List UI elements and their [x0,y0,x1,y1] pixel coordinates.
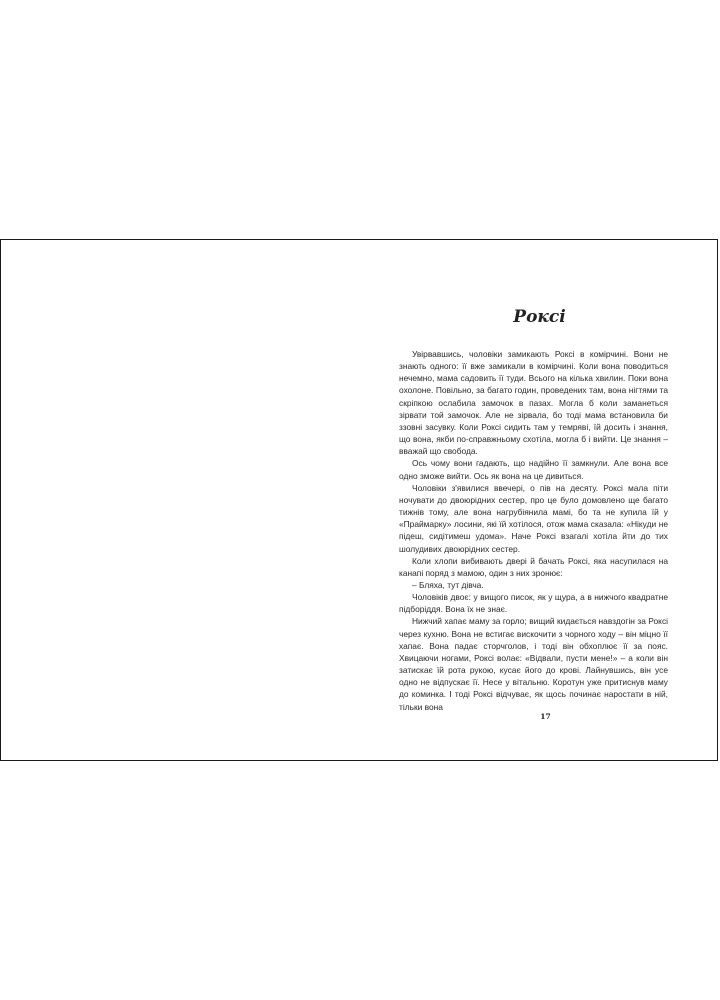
left-page [1,240,360,760]
paragraph: Коли хлопи вибивають двері й бачать Роксі, яка насупилася на канапі поряд з мамою, один з них зронює: [399,555,668,578]
page-number: 17 [540,712,551,721]
book-spread [0,239,718,761]
paragraph: Нижчий хапає маму за горло; вищий кидається навздогін за Роксі через кухню. Вона не встигає вискочити з чорного ходу – він міцно її хапає. Вона падає сторчголов, і тоді він обхоплює її за пояс. Хвицаючи ногами, Роксі волає: «Відвали, пусти мене!» – а коли він затискає їй рота рукою, кусає його до крові. Лайнувшись, він усе одно не відпускає її. Несе у вітальню. Коротун уже притиснув маму до коминка. І тоді Роксі відчуває, як щось починає наростати в ній, тільки вона [399,616,668,712]
chapter-title: Роксі [513,307,566,327]
paragraph: Увірвавшись, чоловіки замикають Роксі в комірчині. Вони не знають одного: її вже замикали в комірчині. Коли вона поводиться нечемно, мама садовить її туди. Всього на кілька хвилин. Поки вона охолоне. Повільно, за багато годин, проведених там, вона нігтями та скріпкою ослабила замочок в пазах. Могла б коли заманеться зірвати той замочок. Але не зірвала, бо тоді мама встановила би ззовні засувку. Коли Роксі сидить там у темряві, їй досить і знання, що вона, якби по-справжньому схотіла, могла б і вийти. Це знання – вважай що свобода. [399,349,668,457]
paragraph: Ось чому вони гадають, що надійно її замкнули. Але вона все одно зможе вийти. Ось як вона на це дивиться. [399,458,668,481]
right-page [360,240,719,760]
paragraph: – Бляха, тут дівча. [412,579,484,590]
paragraph: Чоловіки з'явилися ввечері, о пів на десяту. Роксі мала піти ночувати до двоюрідних сестер, про це було домовлено ще багато тижнів тому, але вона нагрубіянила мамі, бо та не купила їй у «Праймарку» лосини, які їй хотілося, отож мама сказала: «Нікуди не підеш, сидітимеш удома». Наче Роксі взагалі хотіла йти до тих шолудивих двоюрідних сестер. [399,482,668,554]
chapter-body [399,348,668,713]
paragraph: Чоловіків двоє: у вищого писок, як у щура, а в нижчого квадратне підборіддя. Вона їх не знає. [399,592,668,615]
